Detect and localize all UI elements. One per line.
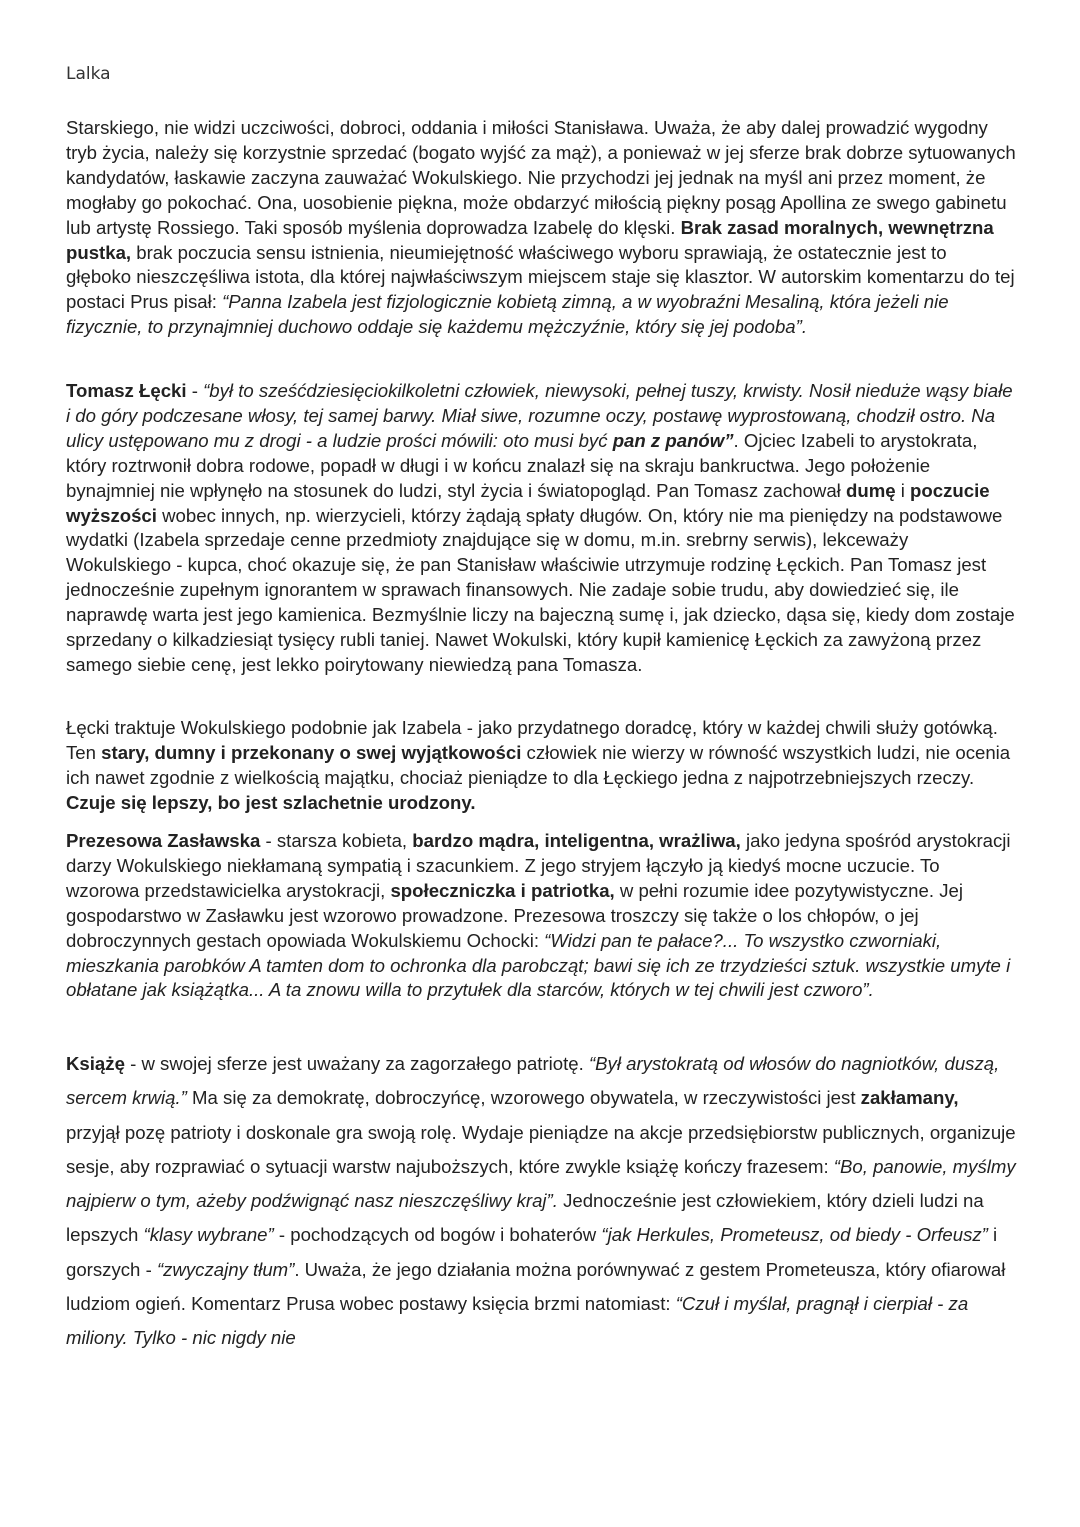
quote-text: “Bo, panowie, myślmy najpierw o tym, ażeby podźwignąć nasz nieszczęśliwy kraj”. xyxy=(66,1155,1016,1212)
bold-text: Czuje się lepszy, bo jest szlachetnie urodzony. xyxy=(66,791,476,813)
quote-text: “zwyczajny tłum” xyxy=(156,1258,295,1280)
quote-text: “Był arystokratą od włosów do nagniotków, duszą, sercem krwią.” xyxy=(66,1053,1000,1109)
text-segment: . Ojciec Izabeli to arystokrata, który roztrwonił dobra rodowe, popadł w długi i w końcu znalazł się na skraju bankructwa. Jego położenie bynajmniej nie wpłynęło na stosunek do ludzi, styl życia i światopogląd. Pan Tomasz zachował xyxy=(66,429,978,501)
paragraph-ksiaze xyxy=(66,1047,1016,1356)
bold-text: zakłamany, xyxy=(860,1087,959,1109)
quote-text: “Czuł i myślał, pragnął i cierpiał - za miliony. Tylko - nic nigdy nie xyxy=(66,1293,969,1349)
paragraph-izabela xyxy=(66,116,1016,340)
quote-text: “klasy wybrane” xyxy=(143,1224,274,1246)
text-segment: - pochodzących od bogów i bohaterów xyxy=(273,1224,602,1246)
text-segment: Starskiego, nie widzi uczciwości, dobroci, oddania i miłości Stanisława. Uważa, że aby dalej prowadzić wygodny tryb życia, należy się korzystnie sprzedać (bogato wyjść za mąż), a ponieważ w jej sferze brak dobrze sytuowanych kandydatów, łaskawie zaczyna zauważać Wokulskiego. Nie przychodzi jej jednak na myśl ani przez moment, że mogłaby go pokochać. Ona, uosobienie piękna, może obdarzyć miłością piękny posąg Apollina ze swego gabinetu lub artystę Rossiego. Taki sposób myślenia doprowadza Izabelę do klęski. xyxy=(66,117,1016,238)
text-segment: Jednocześnie jest człowiekiem, który dzieli ludzi na lepszych xyxy=(66,1190,984,1246)
text-segment: - starsza kobieta, xyxy=(260,830,413,851)
text-segment: i xyxy=(895,479,911,501)
bold-text: stary, dumny i przekonany o swej wyjątkowości xyxy=(101,741,522,763)
text-segment: - xyxy=(186,380,204,401)
bold-quote-text: pan z panów” xyxy=(612,429,734,451)
quote-text: “Panna Izabela jest fizjologicznie kobietą zimną, a w wyobraźni Mesaliną, która jeżeli nie fizycznie, to przynajmniej duchowo oddaje się każdemu mężczyźnie, który się jej podoba”. xyxy=(66,291,949,338)
text-segment: człowiek nie wierzy w równość wszystkich ludzi, nie ocenia ich nawet zgodnie z wielkością majątku, chociaż pieniądze to dla Łęckiego jedna z najpotrzebniejszych rzeczy. xyxy=(66,741,1011,788)
text-segment: brak poczucia sensu istnienia, nieumiejętność właściwego wyboru sprawiają, że ostatecznie jest to głęboko nieszczęśliwa istota, dla której najwłaściwszym miejscem staje się klasztor. W autorskim komentarzu do tej postaci Prus pisał: xyxy=(66,241,1015,313)
text-segment: jako jedyna spośród arystokracji darzy Wokulskiego niekłamaną sympatią i szacunkiem. Z jego stryjem łączyło ją kiedyś mocne uczucie. To wzorowa przedstawicielka arystokracji, xyxy=(66,830,1011,901)
bold-text: Prezesowa Zasławska xyxy=(66,830,261,851)
bold-text: poczucie wyższości xyxy=(66,479,990,526)
bold-text: Brak zasad moralnych, wewnętrzna pustka, xyxy=(66,216,994,263)
quote-text: “Widzi pan te pałace?... To wszystko czworniaki, mieszkania parobków A tamten dom to ochronka dla parobcząt; bawi się ich ze trzydzieści sztuk. wszystkie umyte i obłatane jak książątka... A ta znowu willa to przytułek dla starców, których w tej chwili jest czworo”. xyxy=(66,929,1011,1001)
text-segment: wobec innych, np. wierzycieli, którzy żądają spłaty długów. On, który nie ma pieniędzy na podstawowe wydatki (Izabela sprzedaje cenne przedmioty znajdujące się w domu, m.in. srebrny serwis), lekceważy Wokulskiego - kupca, choć okazuje się, że pan Stanisław właściwie utrzymuje rodzinę Łęckich. Pan Tomasz jest jednocześnie zupełnym ignorantem w sprawach finansowych. Nie zadaje sobie trudu, aby dowiedzieć się, ile naprawdę warta jest jego kamienica. Bezmyślnie liczy na bajeczną sumę i, jak dziecko, dąsa się, kiedy dom zostaje sprzedany o kilkadziesiąt tysięcy rubli taniej. Nawet Wokulski, który kupił kamienicę Łęckich za zawyżoną przez samego siebie cenę, jest lekko poirytowany niewiedzą pana Tomasza. xyxy=(66,504,1015,675)
bold-text: bardzo mądra, inteligentna, wrażliwa, xyxy=(412,830,741,851)
text-segment: Ma się za demokratę, dobroczyńcę, wzorowego obywatela, w rzeczywistości jest xyxy=(186,1087,861,1109)
bold-text: Tomasz Łęcki xyxy=(66,380,187,401)
paragraph-lecki-wokulski xyxy=(66,716,1016,816)
text-segment: przyjął pozę patrioty i doskonale gra swoją rolę. Wydaje pieniądze na akcje przedsiębiorstw publicznych, organizuje sesje, aby rozprawiać o sytuacji warstw najuboższych, które zwykle książę kończy frazesem: xyxy=(66,1121,1016,1177)
quote-text: “był to sześćdziesięciokilkoletni człowiek, niewysoki, pełnej tuszy, krwisty. Nosił nieduże wąsy białe i do góry podczesane włosy, tej samej barwy. Miał siwe, rozumne oczy, postawę wyprostowaną, chodził ostro. Na ulicy ustępowano mu z drogi - a ludzie prości mówili: oto musi być xyxy=(66,380,1013,451)
paragraph-tomasz-lecki xyxy=(66,379,1016,678)
bold-text: dumę xyxy=(845,479,896,501)
quote-text: “jak Herkules, Prometeusz, od biedy - Orfeusz” xyxy=(601,1224,988,1246)
text-segment: w pełni rozumie idee pozytywistyczne. Jej gospodarstwo w Zasławku jest wzorowo prowadzone. Prezesowa troszczy się także o los chłopów, o jej dobroczynnych gestach opowiada Wokulskiemu Ochocki: xyxy=(66,879,963,951)
text-segment: Łęcki traktuje Wokulskiego podobnie jak Izabela - jako przydatnego doradcę, który w każdej chwili służy gotówką. Ten xyxy=(66,717,998,763)
paragraph-prezesowa xyxy=(66,829,1016,1003)
text-segment: - w swojej sferze jest uważany za zagorzałego patriotę. xyxy=(124,1053,589,1074)
bold-text: Książę xyxy=(66,1053,125,1074)
bold-text: społeczniczka i patriotka, xyxy=(390,879,615,901)
text-segment: i gorszych - xyxy=(66,1224,998,1280)
text-segment: . Uważa, że jego działania można porównywać z gestem Prometeusza, który ofiarował ludziom ogień. Komentarz Prusa wobec postawy księcia brzmi natomiast: xyxy=(66,1258,1006,1315)
page-header-title: Lalka xyxy=(66,64,111,84)
